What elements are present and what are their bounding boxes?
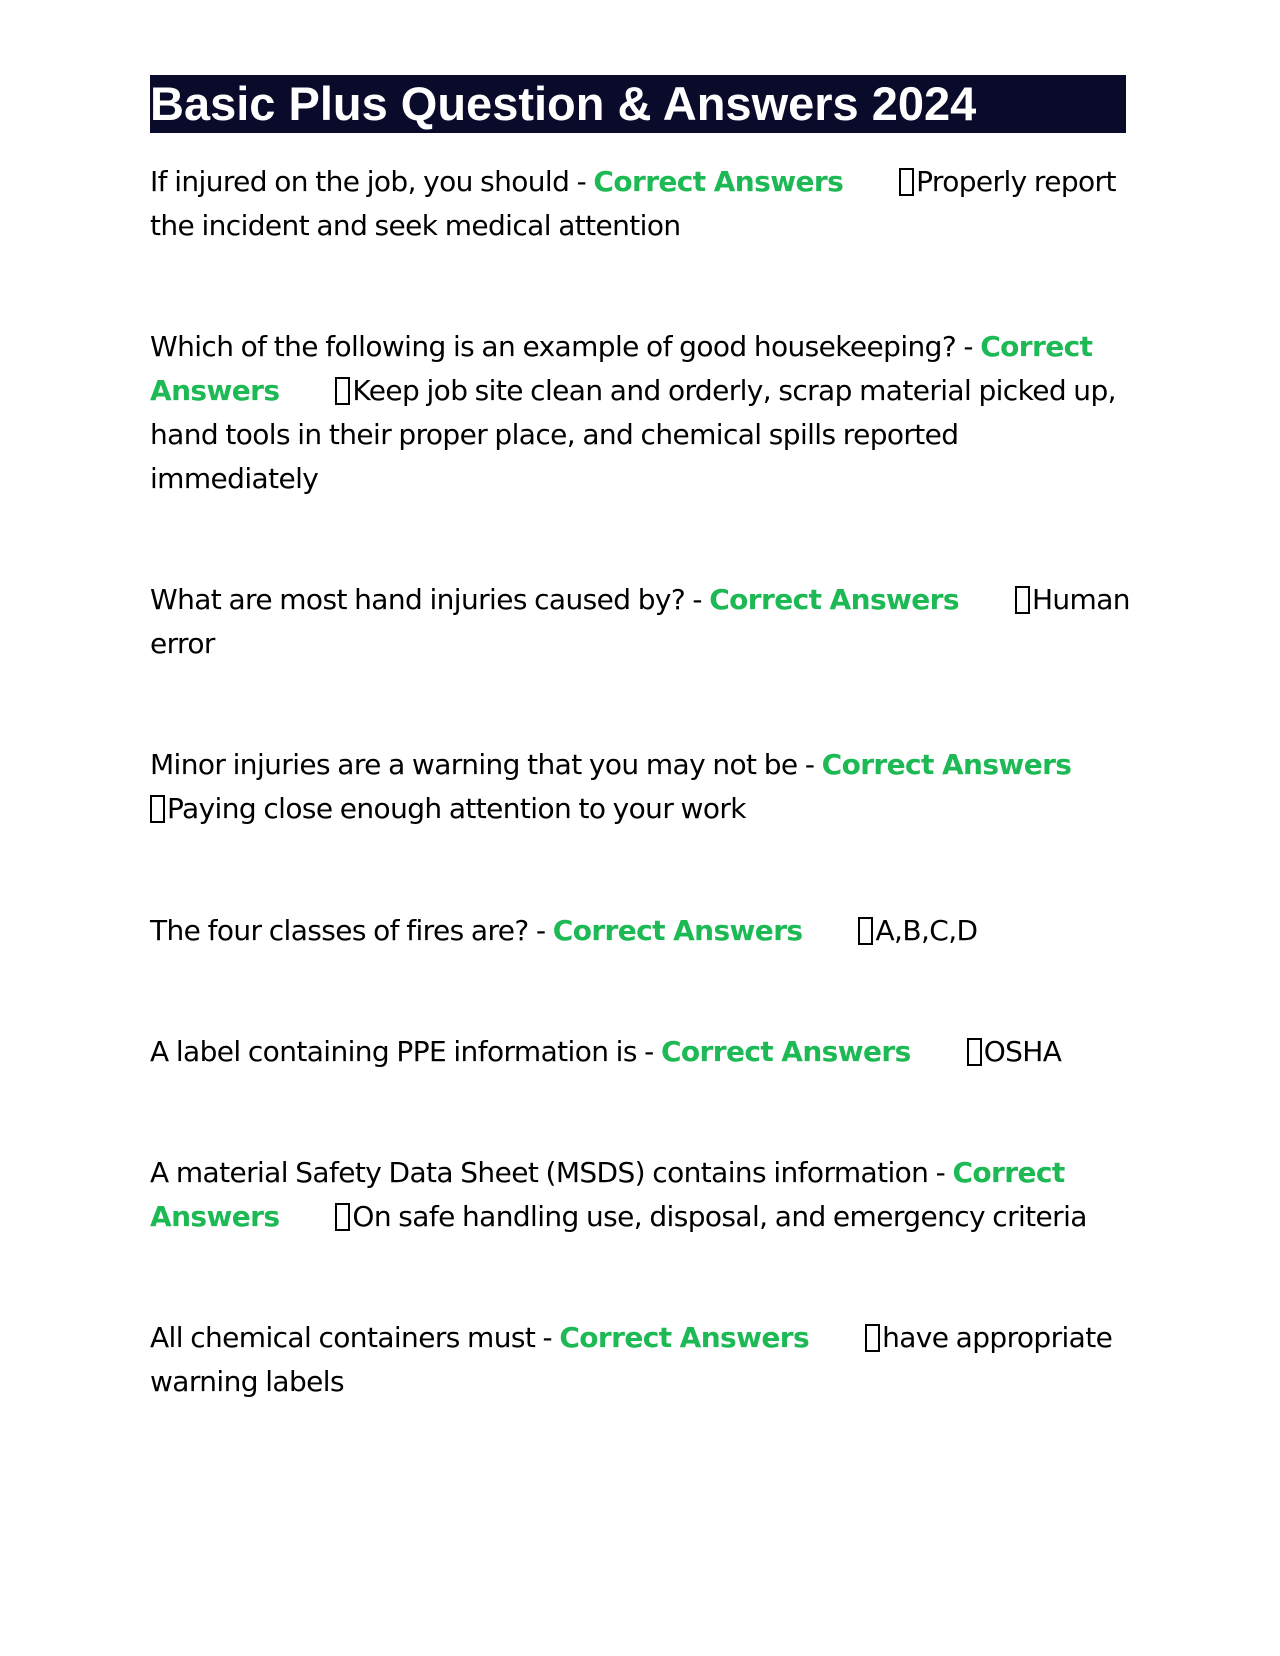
correct-answers-label: Correct Answers: [709, 583, 959, 616]
missing-glyph-box-icon: [858, 917, 873, 945]
qa-item: [150, 160, 1130, 248]
missing-glyph-box-icon: [899, 168, 914, 196]
answer-text: Paying close enough attention to your work: [167, 792, 746, 825]
question-text: The four classes of fires are?: [150, 914, 529, 947]
question-text: All chemical containers must: [150, 1321, 536, 1354]
qa-item: [150, 1316, 1130, 1404]
correct-answers-label: Correct Answers: [821, 748, 1072, 781]
question-text: If injured on the job, you should: [150, 165, 570, 198]
missing-glyph-box-icon: [335, 377, 350, 405]
qa-item: [150, 743, 1130, 831]
answer-text: Keep job site clean and orderly, scrap material picked up, hand tools in their proper place, and chemical spills reported immediately: [150, 374, 1116, 495]
answer-text: OSHA: [983, 1035, 1062, 1068]
correct-answers-label: Correct Answers: [150, 330, 1093, 407]
missing-glyph-box-icon: [865, 1324, 880, 1352]
separator: -: [797, 748, 822, 781]
separator: -: [956, 330, 981, 363]
qa-item: [150, 909, 1130, 953]
question-text: A material Safety Data Sheet (MSDS) contains information: [150, 1156, 929, 1189]
question-text: What are most hand injuries caused by?: [150, 583, 686, 616]
correct-answers-label: Correct Answers: [552, 914, 803, 947]
separator: -: [569, 165, 594, 198]
page-title: Basic Plus Question & Answers 2024: [150, 77, 977, 130]
separator: -: [528, 914, 553, 947]
missing-glyph-box-icon: [335, 1203, 350, 1231]
correct-answers-label: Correct Answers: [559, 1321, 810, 1354]
answer-text: A,B,C,D: [875, 914, 978, 947]
answer-text: have appropriate warning labels: [150, 1321, 1113, 1398]
title-bar: [150, 75, 1126, 133]
separator: -: [685, 583, 710, 616]
qa-item: [150, 325, 1130, 501]
correct-answers-label: Correct Answers: [593, 165, 844, 198]
separator: -: [636, 1035, 661, 1068]
qa-item: [150, 1030, 1130, 1074]
qa-item: [150, 578, 1130, 666]
correct-answers-label: Correct Answers: [150, 1156, 1065, 1233]
separator: -: [928, 1156, 953, 1189]
question-text: A label containing PPE information is: [150, 1035, 637, 1068]
question-text: Which of the following is an example of good housekeeping?: [150, 330, 957, 363]
missing-glyph-box-icon: [1015, 586, 1030, 614]
missing-glyph-box-icon: [967, 1038, 982, 1066]
question-text: Minor injuries are a warning that you may not be: [150, 748, 798, 781]
answer-text: Properly report the incident and seek medical attention: [150, 165, 1116, 242]
separator: -: [535, 1321, 560, 1354]
missing-glyph-box-icon: [150, 795, 165, 823]
answer-text: Human error: [150, 583, 1130, 660]
qa-item: [150, 1151, 1130, 1239]
correct-answers-label: Correct Answers: [660, 1035, 911, 1068]
answer-text: On safe handling use, disposal, and emergency criteria: [352, 1200, 1087, 1233]
